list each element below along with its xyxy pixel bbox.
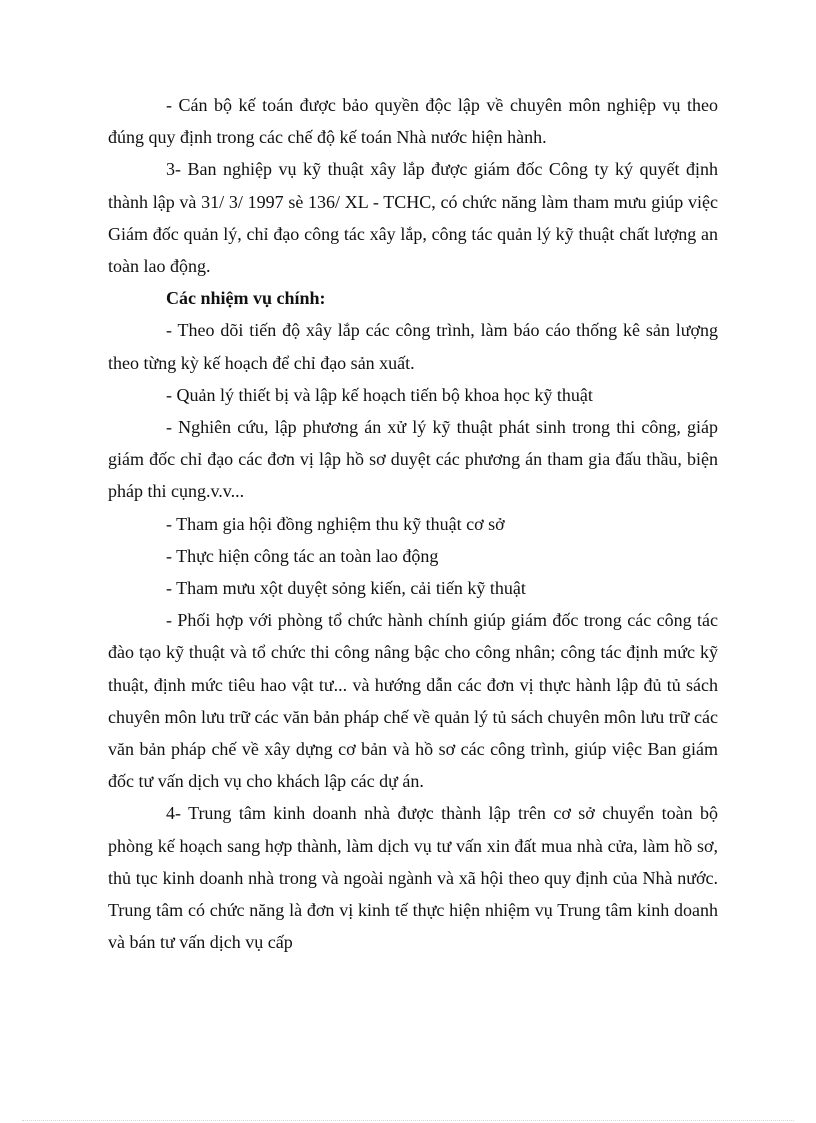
paragraph-housing-center: 4- Trung tâm kinh doanh nhà được thành lập trên cơ sở chuyển toàn bộ phòng kế hoạch sang hợp thành, làm dịch vụ tư vấn xin đất mua nhà cửa, làm hồ sơ, thủ tục kinh doanh nhà trong và ngoài ngành và xã hội theo quy định của Nhà nước. Trung tâm có chức năng là đơn vị kinh tế thực hiện nhiệm vụ Trung tâm kinh doanh và bán tư vấn dịch vụ cấp (108, 803, 718, 953)
list-item-acceptance-council: - Tham gia hội đồng nghiệm thu kỹ thuật cơ sở (166, 513, 505, 534)
paragraph-technical-board: 3- Ban nghiệp vụ kỹ thuật xây lắp được giám đốc Công ty ký quyết định thành lập và 31/ 3/ 1997 sè 136/ XL - TCHC, có chức năng làm tham mưu giúp việc Giám đốc quản lý, chỉ đạo công tác xây lắp, công tác quản lý kỹ thuật chất lượng an toàn lao động. (108, 159, 718, 277)
section-heading-main-tasks: Các nhiệm vụ chính: (166, 288, 326, 309)
list-item-equipment-management: - Quản lý thiết bị và lập kế hoạch tiến bộ khoa học kỹ thuật (166, 384, 593, 405)
page-bottom-divider (22, 1120, 794, 1121)
list-item-labor-safety: - Thực hiện công tác an toàn lao động (166, 545, 439, 566)
document-body (108, 89, 718, 958)
list-item-coordination: - Phối hợp với phòng tổ chức hành chính giúp giám đốc trong các công tác đào tạo kỹ thuật và tổ chức thi công nâng bậc cho công nhân; công tác định mức kỹ thuật, định mức tiêu hao vật tư... và hướng dẫn các đơn vị thực hành lập đủ tủ sách chuyên môn lưu trữ các văn bản pháp chế về quản lý tủ sách chuyên môn lưu trữ các văn bản pháp chế về xây dựng cơ bản và hồ sơ các công trình, giúp việc Ban giám đốc tư vấn dịch vụ cho khách lập các dự án. (108, 610, 718, 792)
paragraph-accountant-independence: - Cán bộ kế toán được bảo quyền độc lập về chuyên môn nghiệp vụ theo đúng quy định trong các chế độ kế toán Nhà nước hiện hành. (108, 95, 718, 148)
list-item-initiatives-review: - Tham mưu xột duyệt sỏng kiến, cải tiến kỹ thuật (166, 578, 526, 599)
list-item-progress-tracking: - Theo dõi tiến độ xây lắp các công trình, làm báo cáo thống kê sản lượng theo từng kỳ kế hoạch để chỉ đạo sản xuất. (108, 320, 718, 373)
list-item-research-plans: - Nghiên cứu, lập phương án xử lý kỹ thuật phát sinh trong thi công, giáp giám đốc chỉ đạo các đơn vị lập hồ sơ duyệt các phương án tham gia đấu thầu, biện pháp thi cụng.v.v... (108, 417, 718, 502)
